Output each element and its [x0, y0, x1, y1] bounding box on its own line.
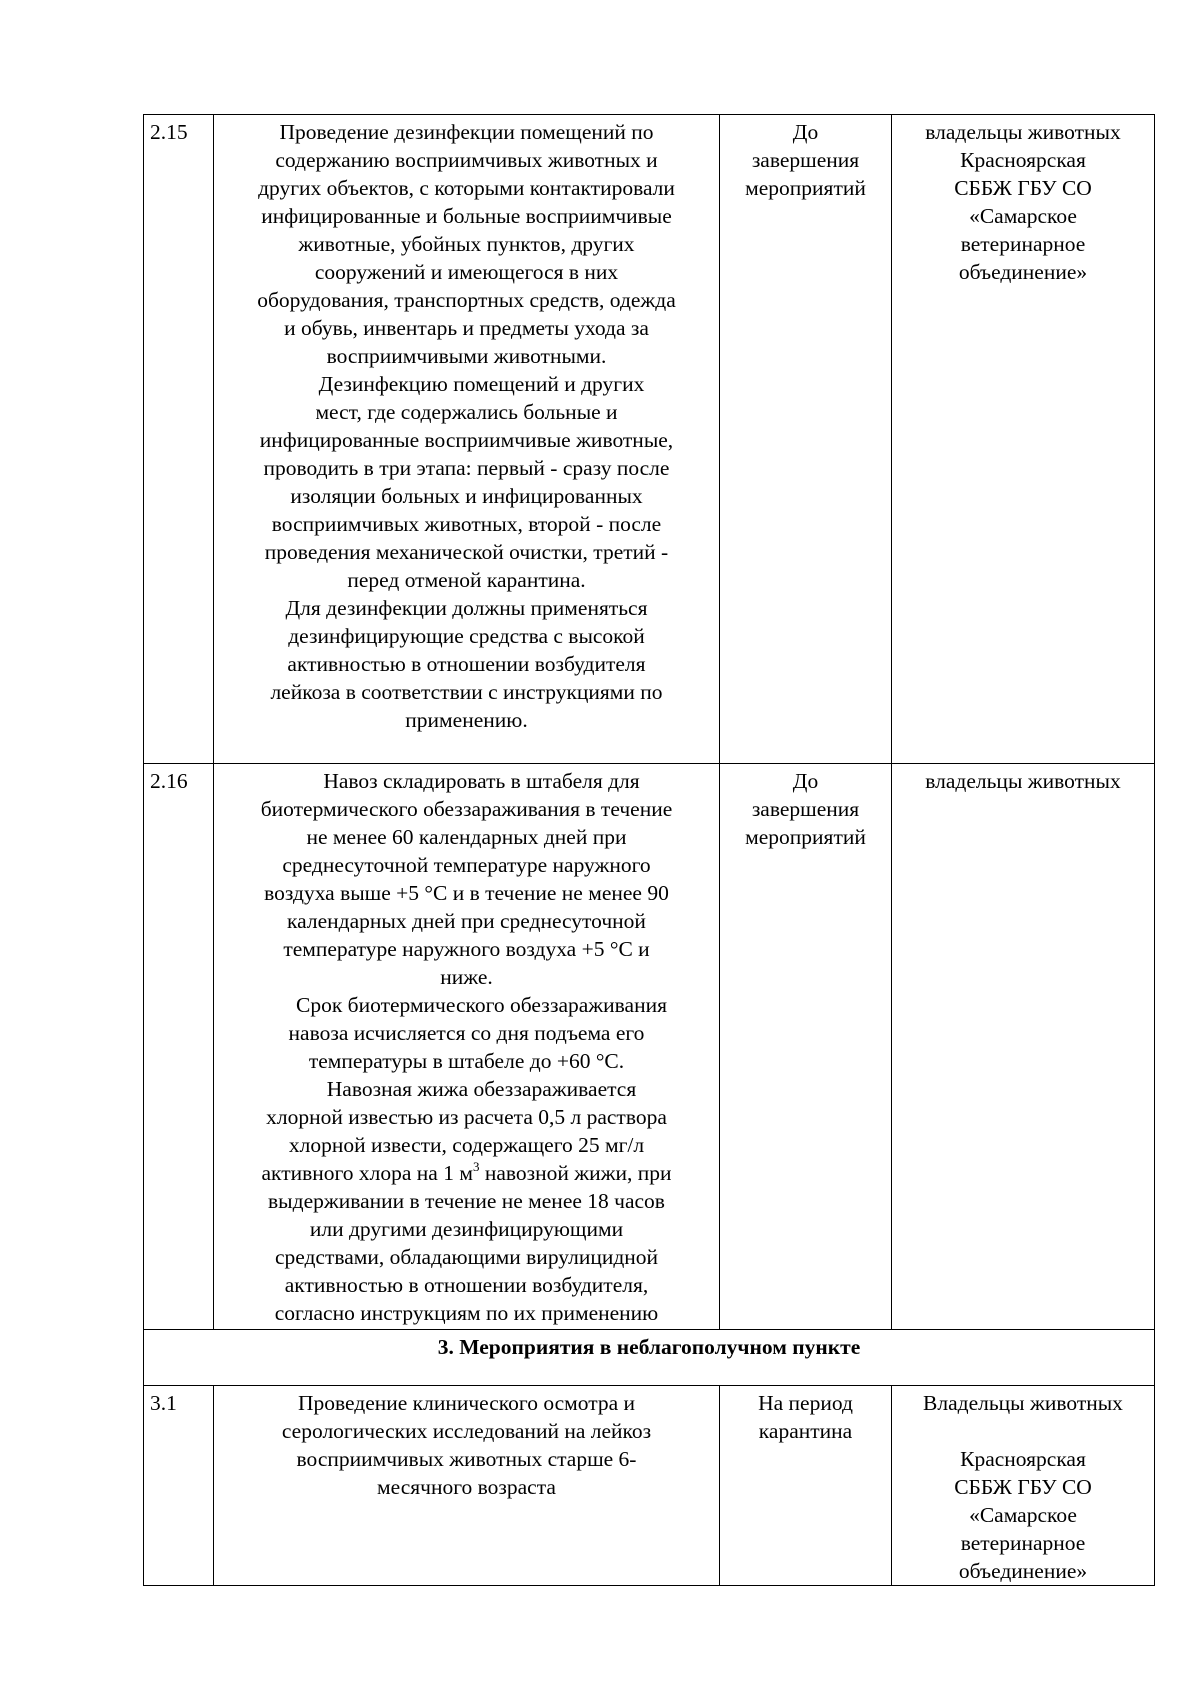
- text-line: активностью в отношении возбудителя,: [284, 1273, 649, 1297]
- term-line: завершения: [751, 797, 860, 821]
- text-line: перед отменой карантина.: [347, 568, 586, 592]
- responsible-line: Красноярская: [960, 148, 1086, 172]
- responsible-line: объединение»: [958, 1559, 1088, 1583]
- text-line: Проведение дезинфекции помещений по: [279, 120, 654, 144]
- row-number: 2.16: [144, 764, 214, 1330]
- text-line: выдерживании в течение не менее 18 часов: [268, 1189, 665, 1213]
- blank-line: [896, 1417, 1150, 1445]
- responsible-line: объединение»: [958, 260, 1088, 284]
- responsible-line: Владельцы животных: [923, 1391, 1123, 1415]
- text-line: оборудования, транспортных средств, одежда: [257, 288, 676, 312]
- term-line: карантина: [758, 1419, 853, 1443]
- text-line: мест, где содержались больные и: [315, 400, 618, 424]
- term-cell: [720, 115, 892, 764]
- text-line: Проведение клинического осмотра и: [297, 1391, 636, 1415]
- text-line: других объектов, с которыми контактировали: [258, 176, 675, 200]
- row-number: 3.1: [144, 1386, 214, 1586]
- term-line: До: [792, 769, 819, 793]
- term-line: До: [792, 120, 819, 144]
- text-line: хлорной известью из расчета 0,5 л раствора: [266, 1105, 667, 1129]
- text-line: серологических исследований на лейкоз: [281, 1419, 652, 1443]
- text-line: Для дезинфекции должны применяться: [285, 596, 648, 620]
- text-line: Навозная жижа обеззараживается: [326, 1077, 637, 1101]
- responsible-cell: [892, 115, 1155, 764]
- text-line: не менее 60 календарных дней при: [306, 825, 627, 849]
- responsible-cell: [892, 1386, 1155, 1586]
- text-line: лейкоза в соответствии с инструкциями по: [270, 680, 663, 704]
- text-line: биотермического обеззараживания в течение: [260, 797, 673, 821]
- table-row: [144, 1386, 1155, 1586]
- text-line: животные, убойных пунктов, других: [298, 232, 635, 256]
- text-line: проведения механической очистки, третий -: [264, 540, 669, 564]
- text-line: температуры в штабеле до +60 °С.: [308, 1049, 625, 1073]
- measures-table: [143, 114, 1155, 1586]
- text-line: ниже.: [440, 965, 493, 989]
- text-line: средствами, обладающими вирулицидной: [274, 1245, 659, 1269]
- text-line: восприимчивых животных, второй - после: [271, 512, 662, 536]
- text-line: инфицированные и больные восприимчивые: [261, 204, 672, 228]
- text-line: содержанию восприимчивых животных и: [275, 148, 658, 172]
- text-line: согласно инструкциям по их применению: [274, 1301, 659, 1325]
- text-line: активностью в отношении возбудителя: [287, 652, 646, 676]
- responsible-line: «Самарское: [969, 204, 1077, 228]
- term-line: завершения: [751, 148, 860, 172]
- term-line: мероприятий: [745, 825, 866, 849]
- text-line: сооружений и имеющегося в них: [314, 260, 619, 284]
- text-line: календарных дней при среднесуточной: [287, 909, 646, 933]
- text-line: применению.: [405, 708, 528, 732]
- text-line-with-superscript: [222, 1159, 711, 1187]
- table-row: [144, 115, 1155, 764]
- measure-description: [214, 1386, 720, 1586]
- text-line: Дезинфекцию помещений и других: [318, 372, 645, 396]
- text-line: изоляции больных и инфицированных: [290, 484, 643, 508]
- table-row: [144, 764, 1155, 1330]
- responsible-line: Красноярская: [960, 1447, 1086, 1471]
- term-line: мероприятий: [745, 176, 866, 200]
- text-line: навоза исчисляется со дня подъема его: [288, 1021, 645, 1045]
- responsible-line: «Самарское: [969, 1503, 1077, 1527]
- responsible-line: владельцы животных: [925, 769, 1121, 793]
- text-line: Навоз складировать в штабеля для: [323, 769, 640, 793]
- text-line: или другими дезинфицирующими: [309, 1217, 624, 1241]
- text-line: среднесуточной температуре наружного: [282, 853, 651, 877]
- text-line: проводить в три этапа: первый - сразу после: [263, 456, 670, 480]
- text-line: восприимчивыми животными.: [326, 344, 607, 368]
- term-cell: [720, 764, 892, 1330]
- section-row: [144, 1330, 1155, 1386]
- responsible-line: СББЖ ГБУ СО: [954, 1475, 1092, 1499]
- measure-description: [214, 764, 720, 1330]
- text-line: Срок биотермического обеззараживания: [296, 993, 667, 1017]
- responsible-line: ветеринарное: [960, 232, 1086, 256]
- responsible-line: СББЖ ГБУ СО: [954, 176, 1092, 200]
- text-fragment: активного хлора на 1 м: [261, 1161, 473, 1185]
- text-line: дезинфицирующие средства с высокой: [288, 624, 645, 648]
- text-line: воздуха выше +5 °С и в течение не менее 90: [264, 881, 669, 905]
- text-line: месячного возраста: [377, 1475, 556, 1499]
- text-line: хлорной извести, содержащего 25 мг/л: [288, 1133, 645, 1157]
- responsible-line: владельцы животных: [925, 120, 1121, 144]
- text-fragment: навозной жижи, при: [479, 1161, 672, 1185]
- text-line: температуре наружного воздуха +5 °С и: [283, 937, 650, 961]
- term-cell: [720, 1386, 892, 1586]
- responsible-cell: [892, 764, 1155, 1330]
- term-line: На период: [758, 1391, 853, 1415]
- section-title: 3. Мероприятия в неблагополучном пункте: [144, 1330, 1155, 1386]
- measure-description: [214, 115, 720, 764]
- responsible-line: ветеринарное: [960, 1531, 1086, 1555]
- row-number: 2.15: [144, 115, 214, 764]
- text-line: восприимчивых животных старше 6-: [296, 1447, 637, 1471]
- text-line: инфицированные восприимчивые животные,: [259, 428, 674, 452]
- superscript: 3: [472, 1159, 480, 1174]
- text-line: и обувь, инвентарь и предметы ухода за: [284, 316, 649, 340]
